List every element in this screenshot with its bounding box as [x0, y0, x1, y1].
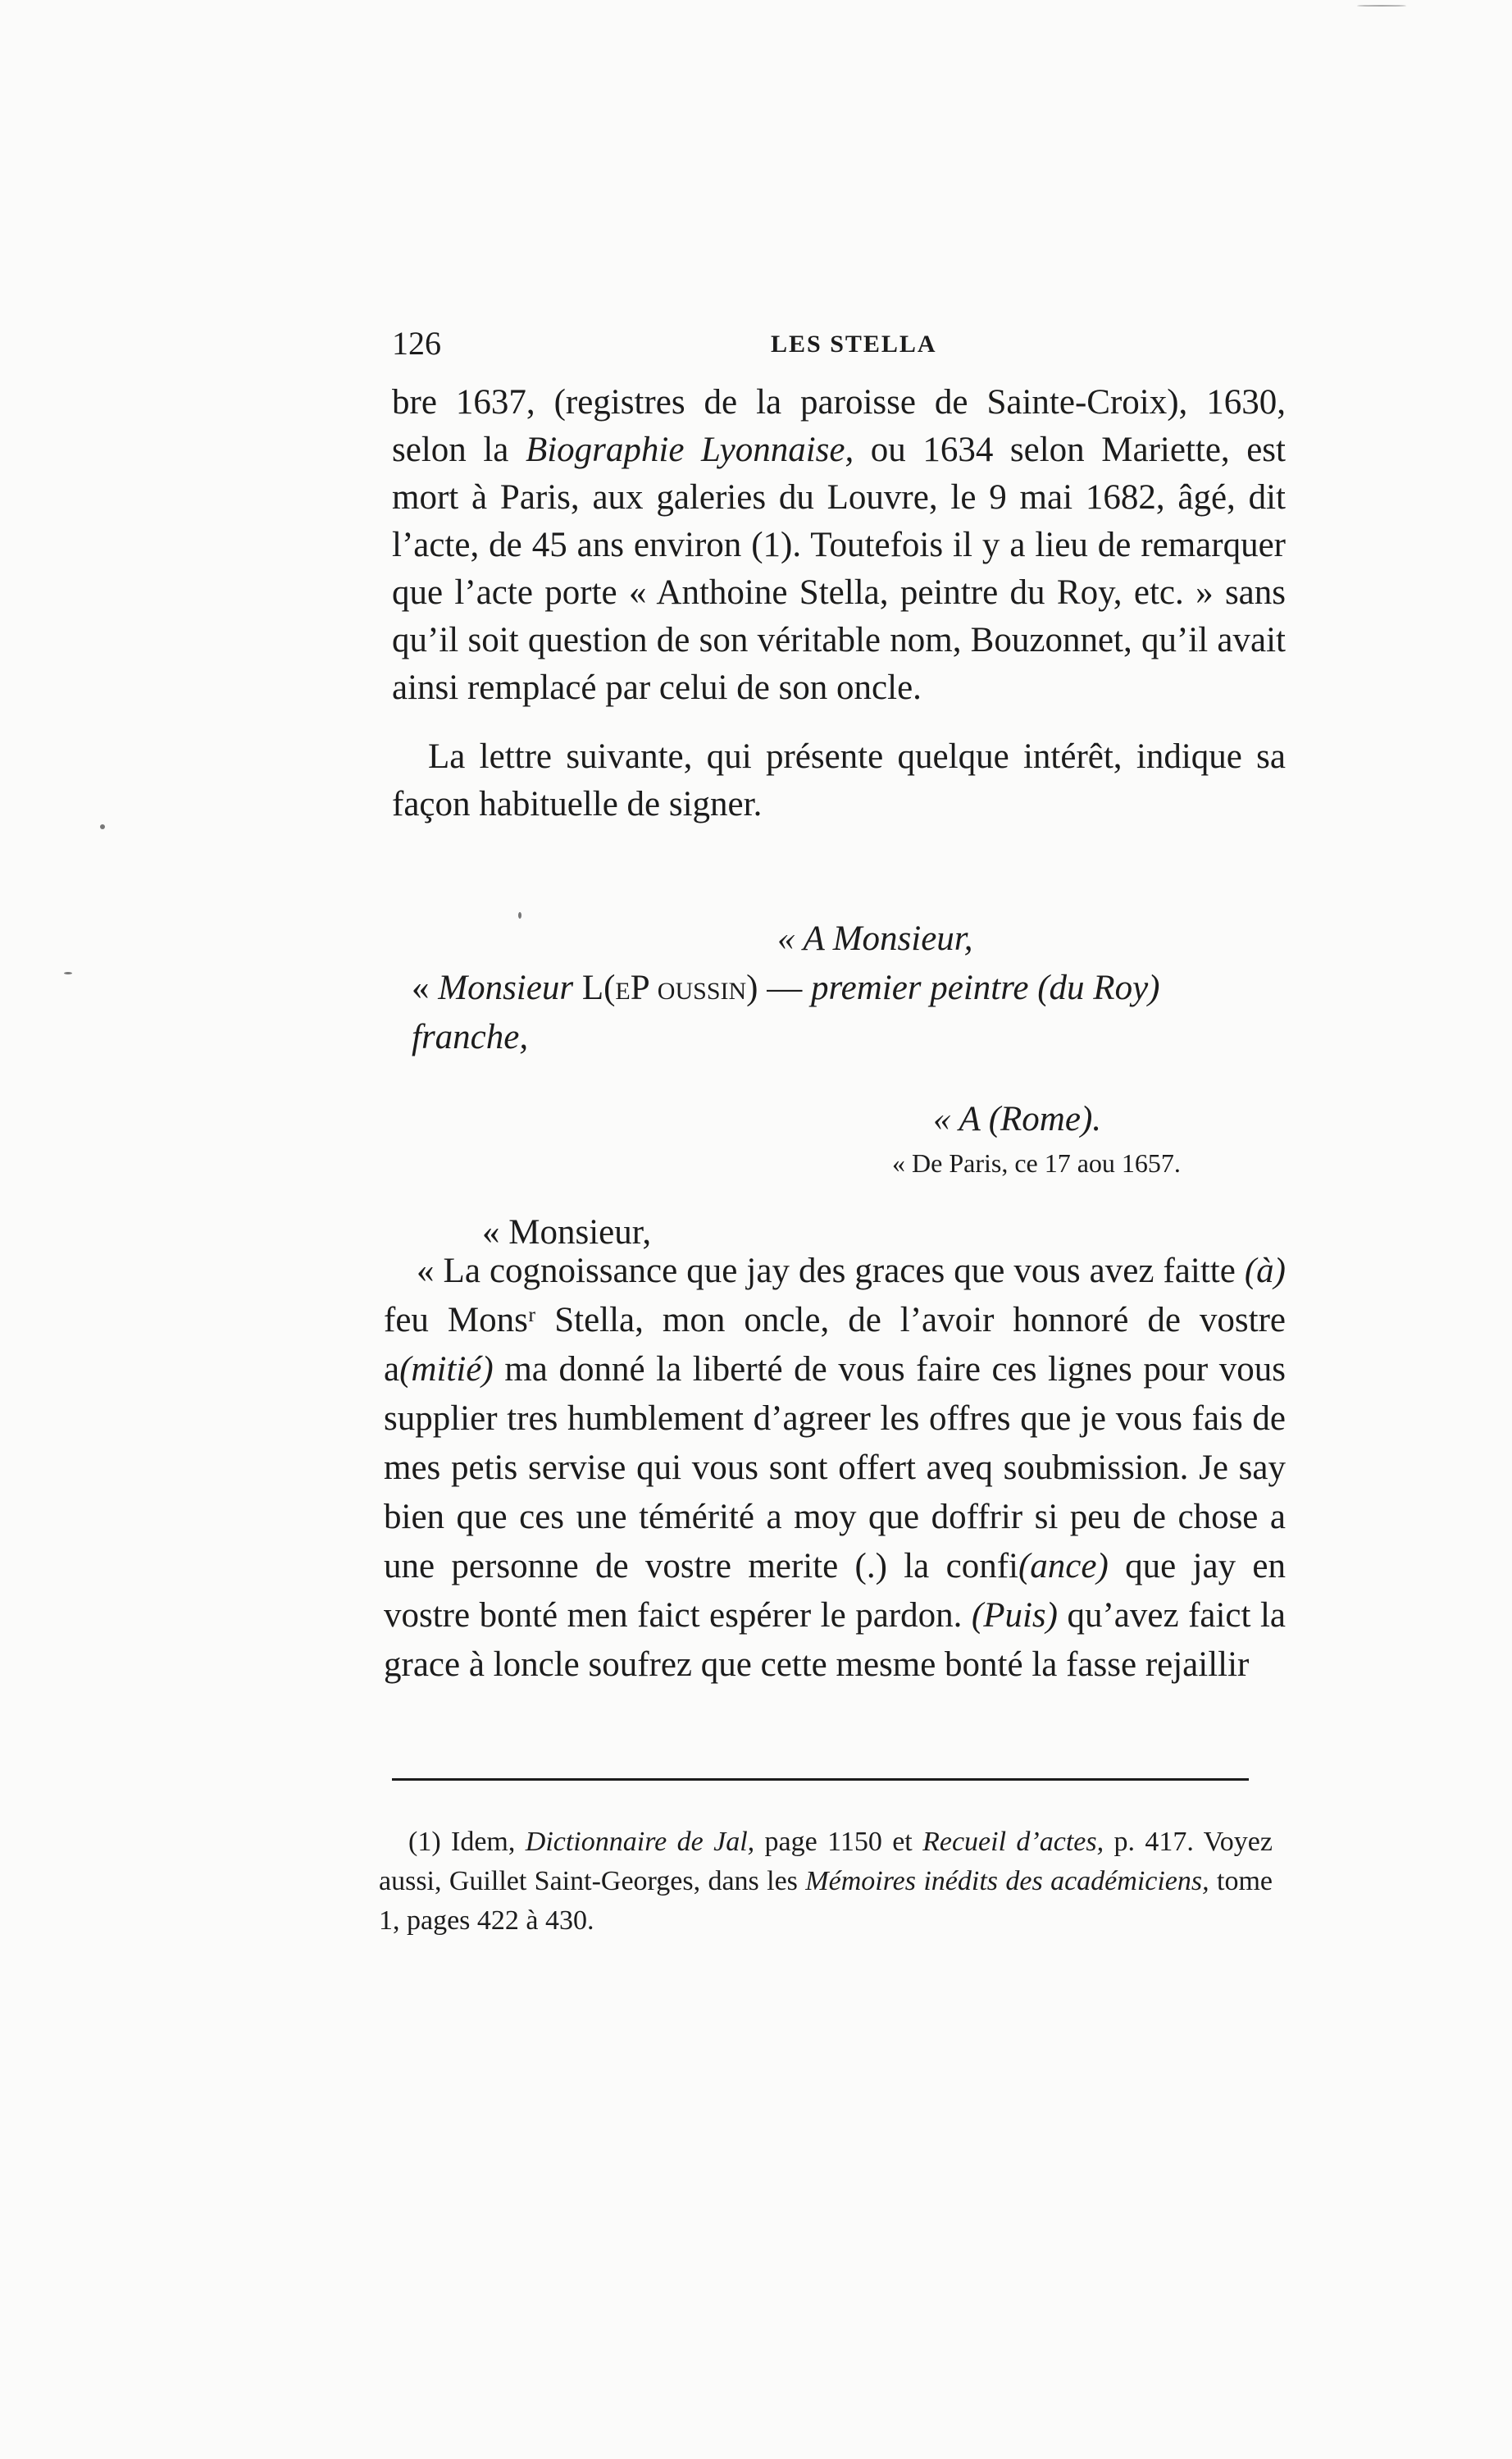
scan-speck: [518, 912, 521, 919]
scan-speck: [1357, 5, 1406, 7]
address-line-3: franche,: [412, 1018, 529, 1056]
running-head: [0, 324, 1512, 373]
running-title: LES STELLA: [771, 331, 937, 358]
body-text: [392, 379, 1286, 828]
paragraph-2: La lettre suivante, qui présente quelque intérêt, indique sa façon habituelle de signer.: [392, 737, 1286, 823]
address-line-2: « Monsieur L(eP oussin) — premier peintre (du Roy): [412, 969, 1160, 1007]
letter-paragraph: « La cognoissance que jay des graces que vous avez faitte (à) feu Monsʳ Stella, mon oncle, de l’avoir honnoré de vostre a(mitié) ma donné la liberté de vous faire ces lignes pour vous supplier tres humblement d’agreer les offres que je vous fais de mes petis servise qui vous sont offert aveq soubmission. Je say bien que ces une témérité a moy que doffrir si peu de chose a une personne de vostre merite (.) la confi(ance) que jay en vostre bonté men faict espérer le pardon. (Puis) qu’avez faict la grace à loncle soufrez que cette mesme bonté la fasse rejaillir: [384, 1252, 1287, 1684]
footnote-rule: [392, 1778, 1249, 1781]
page-number: 126: [392, 325, 441, 362]
letter-body: [384, 1247, 1286, 1690]
address-line-4: « A (Rome).: [933, 1100, 1102, 1138]
scan-speck: [100, 824, 105, 829]
scan-speck: [64, 972, 72, 974]
paragraph-1: bre 1637, (registres de la paroisse de Sainte-Croix), 1630, selon la Biographie Lyonnaise, ou 1634 selon Mariette, est mort à Paris, aux galeries du Louvre, le 9 mai 1682, âgé, dit l’acte, de 45 ans environ (1). Toutefois il y a lieu de remarquer que l’acte porte « Anthoine Stella, peintre du Roy, etc. » sans qu’il soit question de son véritable nom, Bouzonnet, qu’il avait ainsi remplacé par celui de son oncle.: [392, 383, 1286, 707]
address-line-1: « A Monsieur,: [777, 919, 973, 958]
footnotes: [379, 1823, 1273, 1941]
letter-salutation: « Monsieur,: [482, 1213, 652, 1252]
letter-address-block: [392, 915, 1286, 1257]
footnote-1: (1) Idem, Dictionnaire de Jal, page 1150 et Recueil d’actes, p. 417. Voyez aussi, Guillet Saint-Georges, dans les Mémoires inédits des académiciens, tome 1, pages 422 à 430.: [379, 1827, 1273, 1936]
letter-date: « De Paris, ce 17 aou 1657.: [892, 1148, 1181, 1178]
